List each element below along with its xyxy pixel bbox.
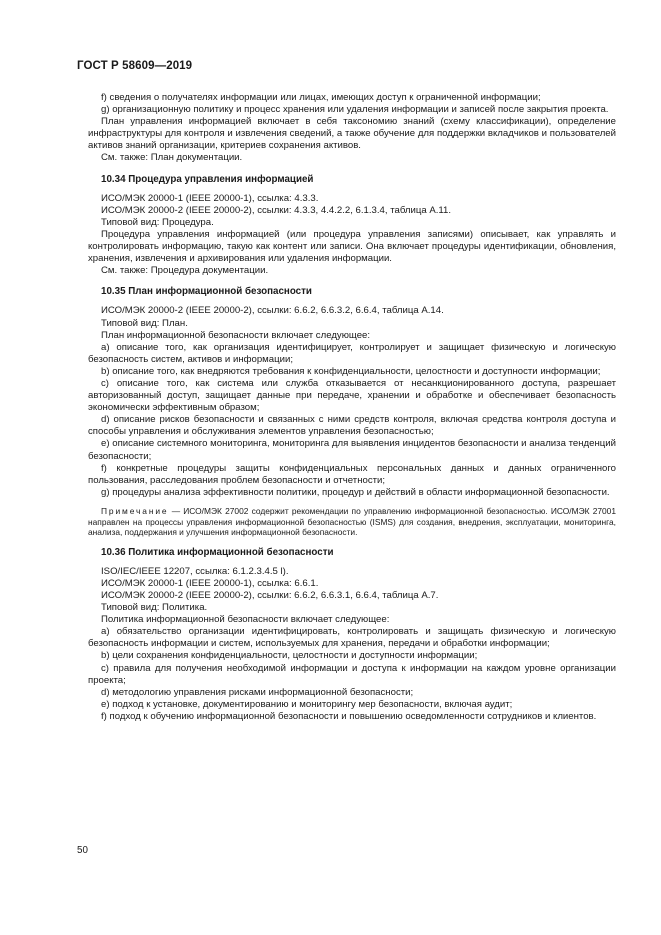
standard-header: ГОСТ Р 58609—2019 xyxy=(77,60,193,72)
section-10-35-item-g: g) процедуры анализа эффективности политики, процедур и действий в области информационной безопасности. xyxy=(101,486,610,498)
section-10-34-paragraph: Процедура управления информацией (или процедура управления записями) описывает, как управлять и контролировать информацию, такую как контент или записи. Она включает процедуры идентификации, обновления, хранения, извлечения и архивирования или удаления информации. xyxy=(88,228,616,265)
section-10-36-item-c: c) правила для получения необходимой информации и доступа к информации на каждом уровне организации проекта; xyxy=(88,662,616,686)
section-10-36-item-f: f) подход к обучению информационной безопасности и повышению осведомленности сотрудников и клиентов. xyxy=(101,710,597,722)
section-10-35-item-f: f) конкретные процедуры защиты конфиденциальных персональных данных и данных ограниченного пользования, расследования проблем безопасности и отчетности; xyxy=(88,462,616,486)
section-10-35-ref: ИСО/МЭК 20000-2 (IEEE 20000-2), ссылки: 6.6.2, 6.6.3.2, 6.6.4, таблица А.14. xyxy=(101,305,444,317)
section-10-36-ref: ИСО/МЭК 20000-2 (IEEE 20000-2), ссылки: 6.6.2, 6.6.3.1, 6.6.4, таблица А.7. xyxy=(101,589,439,601)
section-10-34-type: Типовой вид: Процедура. xyxy=(101,216,214,228)
section-10-36-ref: ИСО/МЭК 20000-1 (IEEE 20000-1), ссылка: 6.6.1. xyxy=(101,577,319,589)
section-10-35-heading: 10.35 План информационной безопасности xyxy=(101,286,312,298)
intro-item-g: g) организационную политику и процесс хранения или удаления информации и записей после закрытия проекта. xyxy=(101,104,609,116)
section-10-36-heading: 10.36 Политика информационной безопасности xyxy=(101,546,334,558)
intro-see-also: См. также: План документации. xyxy=(101,152,243,164)
section-10-34-see-also: См. также: Процедура документации. xyxy=(101,265,269,277)
section-10-36-ref: ISO/IEC/IEEE 12207, ссылка: 6.1.2.3.4.5 l). xyxy=(101,565,289,577)
section-10-34-heading: 10.34 Процедура управления информацией xyxy=(101,173,314,185)
note-text: — ИСО/МЭК 27002 содержит рекомендации по управлению информационной безопасностью. ИСО/МЭК 27001 направлен на процессы управления информационной безопасностью (ISMS) для создания, внедрения, эксплуатации, мониторинга, анализа, поддержания и улучшения информационной безопасности. xyxy=(88,505,616,538)
section-10-36-item-b: b) цели сохранения конфиденциальности, целостности и доступности информации; xyxy=(101,650,478,662)
section-10-35-item-b: b) описание того, как внедряются требования к конфиденциальности, целостности и доступности информации; xyxy=(101,365,601,377)
section-10-35-item-d: d) описание рисков безопасности и связанных с ними средств контроля, включая средства контроля доступа и способы управления и обслуживания элементов управления безопасностью; xyxy=(88,414,616,438)
intro-paragraph: План управления информацией включает в себя таксономию знаний (схему классификации), определение инфраструктуры для контроля и извлечения сведений, а также обучение для поддержки вкладчиков и пользователей активов знаний организации, критериев сохранения активов. xyxy=(88,116,616,152)
page-content xyxy=(88,92,616,723)
section-10-35-type: Типовой вид: План. xyxy=(101,317,188,329)
section-10-35-note xyxy=(88,506,616,538)
page-number: 50 xyxy=(77,845,88,856)
intro-item-f: f) сведения о получателях информации или лицах, имеющих доступ к ограниченной информации; xyxy=(101,92,541,103)
section-10-35-item-c: c) описание того, как система или служба отказывается от несанкционированного доступа, разрешает авторизованный доступ, защищает данные при передаче, хранении и обработке и обеспечивает безопасность экономически эффективным образом; xyxy=(88,377,616,414)
section-10-34-ref: ИСО/МЭК 20000-1 (IEEE 20000-1), ссылка: 4.3.3. xyxy=(101,192,319,204)
section-10-35-intro: План информационной безопасности включает следующее: xyxy=(101,329,371,341)
section-10-34-ref: ИСО/МЭК 20000-2 (IEEE 20000-2), ссылки: 4.3.3, 4.4.2.2, 6.1.3.4, таблица А.11. xyxy=(101,204,452,216)
section-10-35-item-e: e) описание системного мониторинга, мониторинга для выявления инцидентов безопасности и анализа тенденций безопасности; xyxy=(88,438,616,462)
note-label: Примечание xyxy=(101,505,169,516)
section-10-35-item-a: a) описание того, как организация идентифицирует, контролирует и защищает физическую и логическую безопасность систем, активов и информации; xyxy=(88,341,616,365)
section-10-36-item-e: e) подход к установке, документированию и мониторингу мер безопасности, включая аудит; xyxy=(101,698,513,710)
section-10-36-type: Типовой вид: Политика. xyxy=(101,602,208,614)
section-10-36-intro: Политика информационной безопасности включает следующее: xyxy=(101,614,390,626)
section-10-36-item-d: d) методологию управления рисками информационной безопасности; xyxy=(101,686,414,698)
section-10-36-item-a: a) обязательство организации идентифицировать, контролировать и защищать физическую и логическую безопасность информации и систем, используемых для хранения, передачи и обработки информации; xyxy=(88,626,616,650)
